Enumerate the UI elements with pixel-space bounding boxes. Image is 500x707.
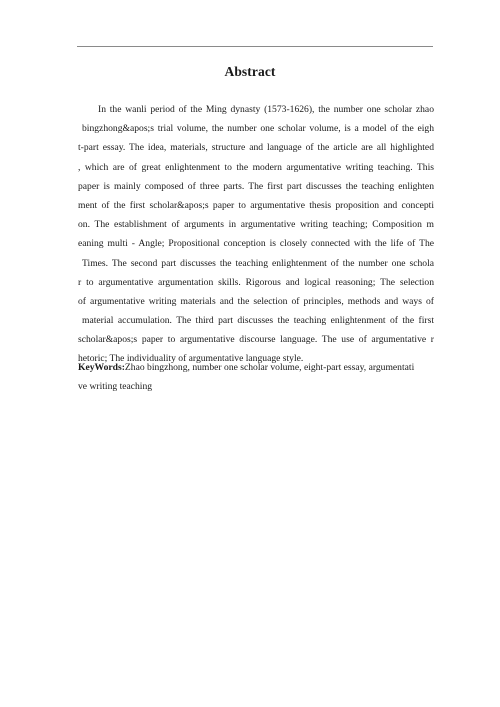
- keywords-label: KeyWords:: [78, 362, 125, 373]
- abstract-line: , which are of great enlightenment to the modern argumentative writing teaching. This: [78, 161, 434, 173]
- abstract-line: ment of the first scholar&apos;s paper to argumentative thesis proposition and concepti: [78, 199, 434, 211]
- abstract-line: In the wanli period of the Ming dynasty (1573-1626), the number one scholar zhao: [98, 104, 434, 115]
- abstract-line: Times. The second part discusses the teaching enlightenment of the number one schola: [82, 257, 434, 269]
- abstract-line: t-part essay. The idea, materials, structure and language of the article are all highlighted: [78, 142, 434, 154]
- keywords-line: [78, 358, 434, 377]
- abstract-line: paper is mainly composed of three parts. The first part discusses the teaching enlighten: [78, 180, 434, 192]
- abstract-line: hetoric; The individuality of argumentative language style.: [78, 353, 304, 365]
- abstract-line: material accumulation. The third part discusses the teaching enlightenment of the first: [82, 315, 434, 327]
- abstract-line: eaning multi - Angle; Propositional conception is closely connected with the life of The: [78, 238, 434, 250]
- keywords-text: Zhao bingzhong, number one scholar volume, eight-part essay, argumentati: [124, 362, 415, 373]
- page-title: Abstract: [224, 64, 276, 79]
- abstract-line: on. The establishment of arguments in argumentative writing teaching; Composition m: [78, 219, 434, 231]
- keywords-line: ve writing teaching: [78, 381, 153, 393]
- abstract-line: scholar&apos;s paper to argumentative discourse language. The use of argumentative r: [78, 334, 434, 346]
- abstract-body: [78, 100, 434, 369]
- abstract-line: of argumentative writing materials and the selection of principles, methods and ways of: [78, 295, 434, 307]
- header-rule: [77, 46, 433, 47]
- abstract-line: bingzhong&apos;s trial volume, the number one scholar volume, is a model of the eigh: [82, 123, 434, 135]
- keywords-section: [78, 358, 434, 396]
- abstract-line: r to argumentative argumentation skills. Rigorous and logical reasoning; The selection: [78, 276, 434, 288]
